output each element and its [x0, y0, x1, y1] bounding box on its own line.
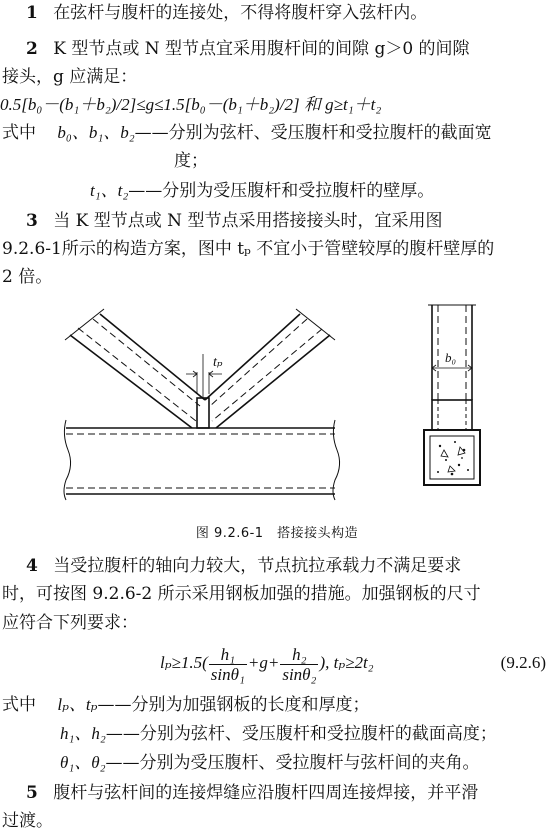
compression-brace	[65, 309, 205, 428]
definition-text: ——分别为弦杆、受压腹杆和受拉腹杆的截面宽	[134, 123, 492, 143]
clause-4-line-3: 应符合下列要求：	[2, 613, 138, 633]
tension-brace	[205, 309, 335, 428]
clause-text: K 型节点或 N 型节点宜采用腹杆间的间隙 g＞0 的间隙	[53, 39, 470, 59]
lap-joint-figure	[0, 300, 554, 510]
clause-number: 3	[26, 211, 38, 231]
clause-3-line-2: 9.2.6-1所示的构造方案，图中 tₚ 不宜小于管壁较厚的腹杆壁厚的	[2, 239, 495, 259]
clause-number: 4	[26, 556, 38, 576]
definition-text: ——分别为受压腹杆和受拉腹杆的壁厚。	[128, 181, 435, 201]
clause-text: 在弦杆与腹杆的连接处，不得将腹杆穿入弦杆内。	[53, 3, 428, 23]
where-label: 式中	[2, 123, 36, 143]
clause-2-line-2: 接头，g 应满足：	[2, 67, 138, 87]
clause-3-line-3: 2 倍。	[2, 267, 53, 287]
eq-lhs: lₚ≥1.5(	[160, 653, 208, 672]
definition-lp	[2, 694, 554, 716]
frac-numerator: h₂	[280, 645, 318, 665]
eq-mid: +g+	[247, 653, 280, 672]
definition-h	[60, 723, 554, 745]
clause-3-line-1	[26, 210, 554, 232]
equation-number: (9.2.6)	[500, 653, 546, 672]
tp-label: tₚ	[213, 355, 223, 370]
where-label: 式中	[2, 695, 36, 715]
clause-number: 1	[26, 3, 38, 23]
equation-9-2-6	[160, 640, 554, 686]
frac-denominator: sinθ₂	[282, 664, 317, 684]
clause-5-line-2: 过渡。	[2, 811, 53, 831]
clause-5-line-1	[26, 782, 554, 804]
definition-text: ——分别为弦杆、受压腹杆和受拉腹杆的截面高度；	[105, 724, 497, 744]
frac-denominator: sinθ₁	[210, 664, 245, 684]
eq-fraction-2	[280, 645, 318, 684]
b0-label: b₀	[445, 350, 457, 365]
clause-number: 2	[26, 39, 38, 59]
symbols: lₚ、tₚ	[57, 695, 98, 714]
symbols: θ₁、θ₂	[60, 753, 106, 772]
definition-text: ——分别为加强钢板的长度和厚度；	[97, 695, 370, 715]
definition-theta	[60, 752, 554, 774]
gap-formula: 0.5[b₀－(b₁＋b₂)/2]≤g≤1.5[b₀－(b₁＋b₂)/2] 和 g≥t₁＋t₂	[0, 95, 382, 114]
frac-numerator: h₁	[209, 645, 247, 665]
clause-4-line-1	[26, 555, 554, 577]
clause-number: 5	[26, 783, 38, 803]
overlap-plate	[197, 398, 209, 428]
clause-text: 当受拉腹杆的轴向力较大，节点抗拉承载力不满足要求	[53, 556, 462, 576]
clause-2-line-1	[26, 38, 554, 60]
chord	[64, 420, 340, 500]
definition-t	[90, 180, 554, 202]
symbols: t₁、t₂	[90, 181, 129, 200]
eq-rhs: ), tₚ≥2t₂	[319, 653, 374, 672]
clause-text: 腹杆与弦杆间的连接焊缝应沿腹杆四周连接焊接，并平滑	[53, 783, 479, 803]
clause-text: 当 K 型节点或 N 型节点采用搭接接头时，宜采用图	[53, 211, 443, 231]
clause-1	[26, 2, 554, 24]
eq-fraction-1	[209, 645, 247, 684]
clause-4-line-2: 时，可按图 9.2.6-2 所示采用钢板加强的措施。加强钢板的尺寸	[2, 584, 481, 604]
definition-b	[2, 122, 554, 144]
figure-caption: 图 9.2.6-1 搭接接头构造	[195, 526, 359, 541]
section-view	[424, 305, 480, 485]
symbols: b₀、b₁、b₂	[57, 123, 135, 142]
definition-text: ——分别为受压腹杆、受拉腹杆与弦杆间的夹角。	[105, 753, 480, 773]
definition-b-cont: 度；	[174, 151, 208, 171]
symbols: h₁、h₂	[60, 724, 106, 743]
